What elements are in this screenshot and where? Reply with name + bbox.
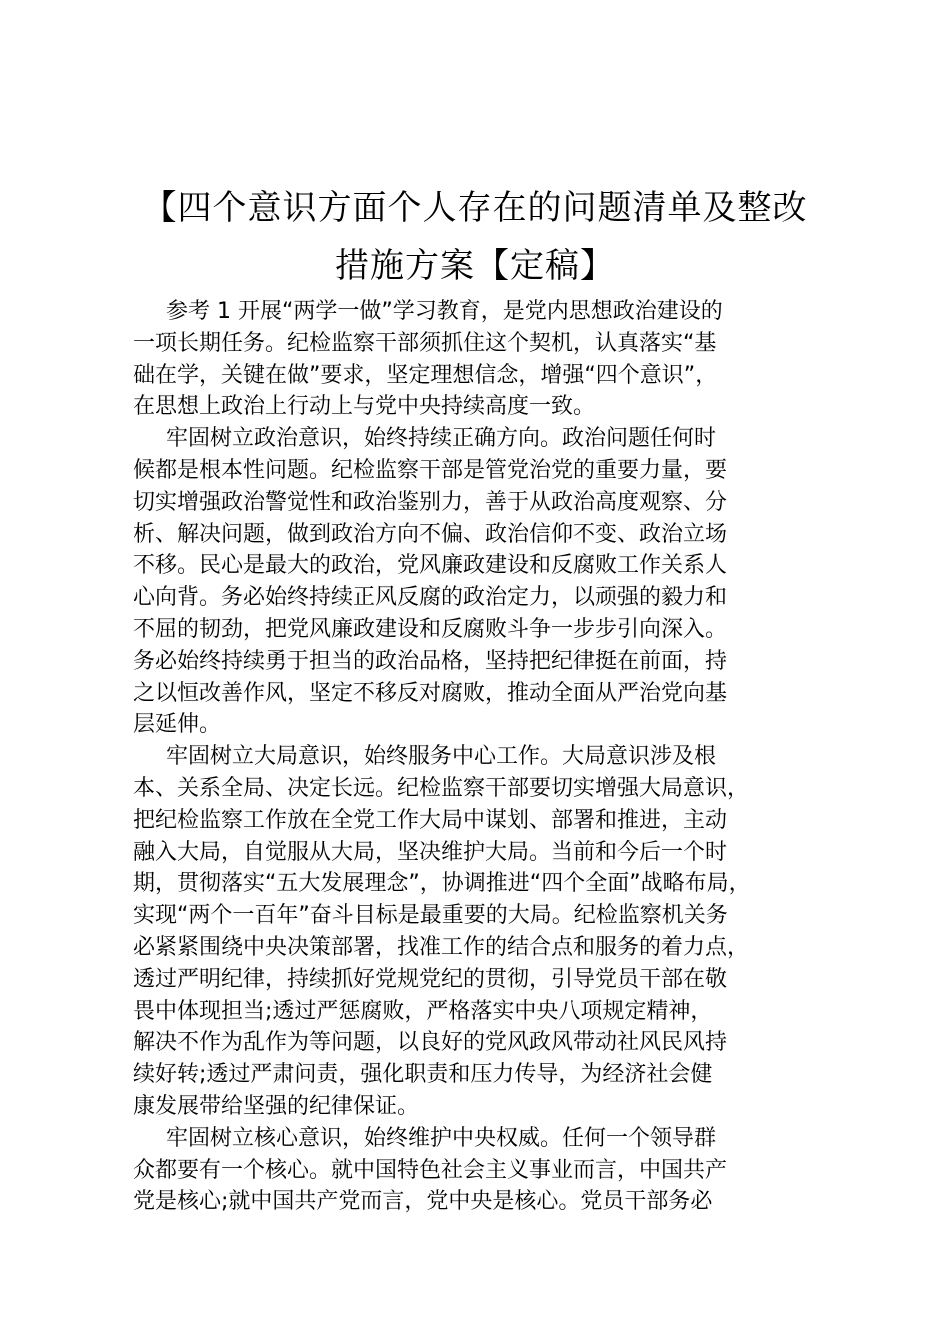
text-line: 期，贯彻落实“五大发展理念”，协调推进“四个全面”战略布局， [133, 871, 751, 897]
text-line: 层延伸。 [133, 712, 222, 738]
text-line: 牢固树立大局意识，始终服务中心工作。大局意识涉及根 [166, 744, 717, 770]
paragraph-intro [133, 296, 833, 423]
text-line: 一项长期任务。纪检监察干部须抓住这个契机，认真落实“基 [133, 330, 717, 356]
text-line: 融入大局，自觉服从大局，坚决维护大局。当前和今后一个时 [133, 839, 728, 865]
document-body [133, 296, 833, 1218]
text-line: 实现“两个一百年”奋斗目标是最重要的大局。纪检监察机关务 [133, 903, 728, 929]
text-line: 畏中体现担当;透过严惩腐败，严格落实中央八项规定精神， [133, 998, 713, 1024]
text-line: 把纪检监察工作放在全党工作大局中谋划、部署和推进，主动 [133, 807, 728, 833]
document-title-line-2: 措施方案【定稿】 [335, 246, 615, 286]
paragraph-core-awareness [133, 1123, 833, 1218]
paragraph-political-awareness [133, 423, 833, 741]
text-line: 本、关系全局、决定长远。纪检监察干部要切实增强大局意识， [133, 775, 750, 801]
text-line: 牢固树立核心意识，始终维护中央权威。任何一个领导群 [166, 1125, 717, 1151]
text-line: 康发展带给坚强的纪律保证。 [133, 1093, 420, 1119]
text-line: 必紧紧围绕中央决策部署，找准工作的结合点和服务的着力点， [133, 934, 750, 960]
text-line: 心向背。务必始终持续正风反腐的政治定力，以顽强的毅力和 [133, 585, 728, 611]
text-line: 众都要有一个核心。就中国特色社会主义事业而言，中国共产 [133, 1157, 728, 1183]
text-line: 之以恒改善作风，坚定不移反对腐败，推动全面从严治党向基 [133, 680, 728, 706]
text-line: 在思想上政治上行动上与党中央持续高度一致。 [133, 394, 596, 420]
text-line: 不移。民心是最大的政治，党风廉政建设和反腐败工作关系人 [133, 553, 728, 579]
text-line: 续好转;透过严肃问责，强化职责和压力传导，为经济社会健 [133, 1062, 713, 1088]
text-line: 候都是根本性问题。纪检监察干部是管党治党的重要力量，要 [133, 457, 728, 483]
text-line: 切实增强政治警觉性和政治鉴别力，善于从政治高度观察、分 [133, 489, 728, 515]
text-line: 析、解决问题，做到政治方向不偏、政治信仰不变、政治立场 [133, 521, 728, 547]
text-line: 牢固树立政治意识，始终持续正确方向。政治问题任何时 [166, 426, 717, 452]
text-line: 透过严明纪律，持续抓好党规党纪的贯彻，引导党员干部在敬 [133, 966, 728, 992]
text-line: 不屈的韧劲，把党风廉政建设和反腐败斗争一步步引向深入。 [133, 616, 728, 642]
text-line: 础在学，关键在做”要求，坚定理想信念，增强“四个意识”， [133, 362, 718, 388]
text-line: 参考 1 开展“两学一做”学习教育，是党内思想政治建设的 [166, 299, 723, 324]
paragraph-overall-awareness [133, 741, 833, 1123]
text-line: 务必始终持续勇于担当的政治品格，坚持把纪律挺在前面，持 [133, 648, 728, 674]
document-title-line-1: 【四个意识方面个人存在的问题清单及整改 [142, 188, 808, 228]
text-line: 党是核心;就中国共产党而言，党中央是核心。党员干部务必 [133, 1189, 713, 1215]
text-line: 解决不作为乱作为等问题，以良好的党风政风带动社风民风持 [133, 1030, 728, 1056]
